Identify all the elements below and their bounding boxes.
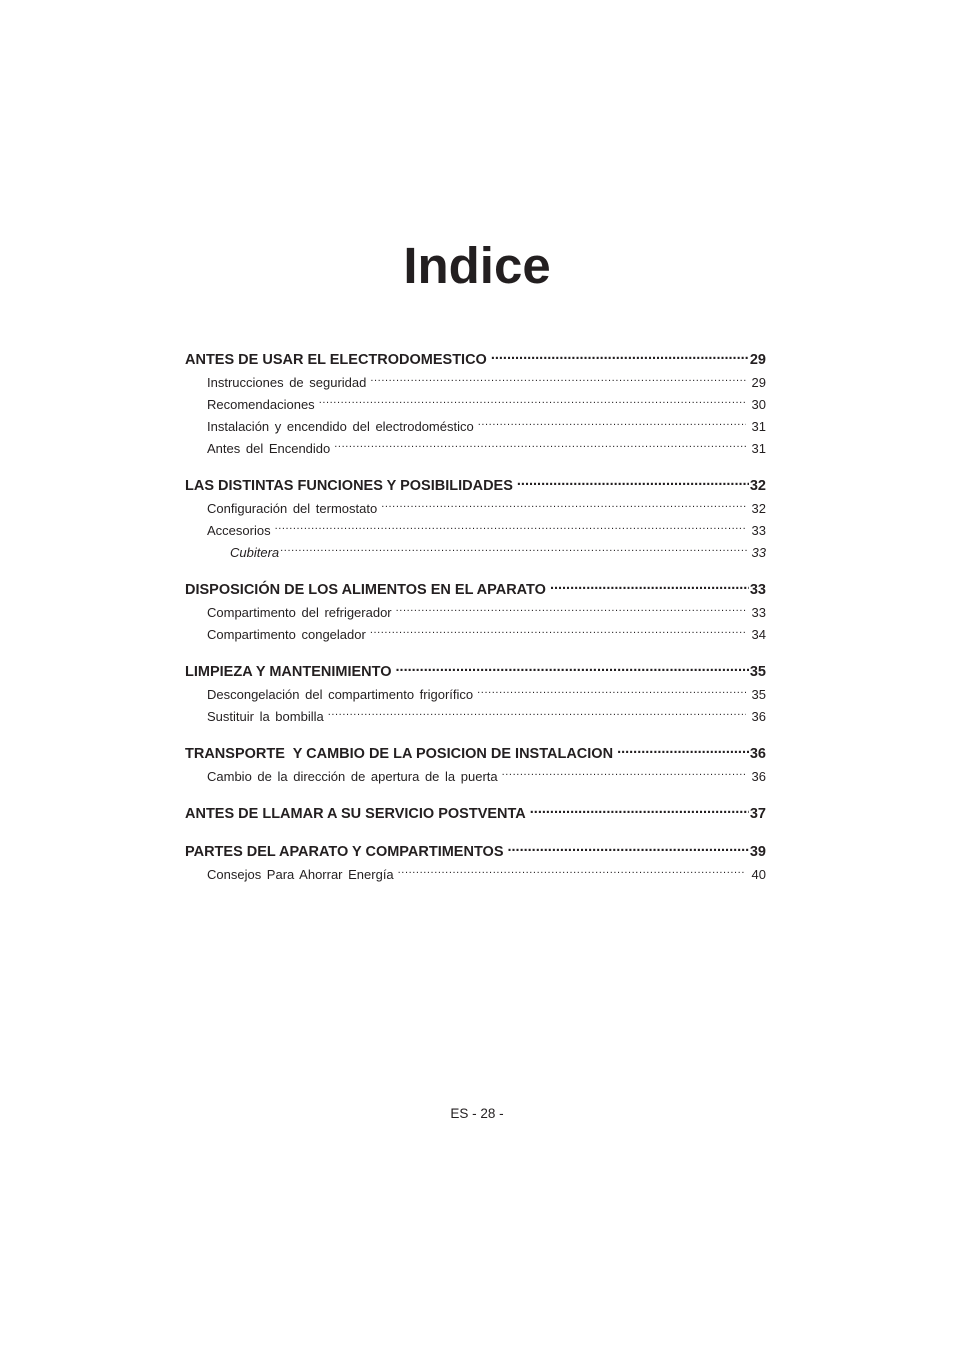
toc-page-number: 31 xyxy=(751,419,766,434)
toc-entry-label: Configuración del termostato xyxy=(207,501,378,516)
toc-subentry[interactable] xyxy=(185,542,766,564)
toc-entry-label: Cambio de la dirección de apertura de la puerta xyxy=(207,769,498,784)
toc-page-number: 33 xyxy=(749,582,766,598)
toc-section xyxy=(185,348,766,460)
dot-leader xyxy=(396,662,749,677)
dot-leader xyxy=(275,522,746,535)
toc-heading-label: LIMPIEZA Y MANTENIMIENTO xyxy=(185,664,392,680)
toc-entry-label: Sustituir la bombilla xyxy=(207,709,324,724)
dot-leader xyxy=(334,440,745,453)
toc-page-number: 29 xyxy=(749,352,766,368)
toc-page-number: 33 xyxy=(751,605,766,620)
toc-heading[interactable] xyxy=(185,802,766,826)
dot-leader xyxy=(319,396,746,409)
toc-heading-label: PARTES DEL APARATO Y COMPARTIMENTOS xyxy=(185,844,504,860)
toc-section xyxy=(185,840,766,886)
toc-heading-label: DISPOSICIÓN DE LOS ALIMENTOS EN EL APARATO xyxy=(185,582,546,598)
dot-leader xyxy=(370,626,746,639)
toc-entry[interactable] xyxy=(185,520,766,542)
toc-section xyxy=(185,474,766,564)
toc-page-number: 37 xyxy=(749,806,766,822)
toc-entry[interactable] xyxy=(185,864,766,886)
dot-leader xyxy=(530,804,749,819)
toc-section xyxy=(185,578,766,646)
toc-heading[interactable] xyxy=(185,474,766,498)
dot-leader xyxy=(517,476,749,491)
dot-leader xyxy=(370,374,745,387)
toc-entry[interactable] xyxy=(185,706,766,728)
toc-page-number: 35 xyxy=(749,664,766,680)
dot-leader xyxy=(550,580,749,595)
toc-heading[interactable] xyxy=(185,578,766,602)
toc-heading-label: TRANSPORTE Y CAMBIO DE LA POSICION DE INSTALACION xyxy=(185,746,614,762)
toc-subentry-label: Cubitera xyxy=(230,545,280,560)
toc-entry-label: Recomendaciones xyxy=(207,397,315,412)
toc-page-number: 33 xyxy=(751,545,766,560)
toc-entry-label: Instrucciones de seguridad xyxy=(207,375,367,390)
toc-page-number: 30 xyxy=(751,397,766,412)
toc-entry-label: Descongelación del compartimento frigorífico xyxy=(207,687,474,702)
toc-entry-label: Compartimento del refrigerador xyxy=(207,605,392,620)
dot-leader xyxy=(328,708,746,721)
toc-page-number: 36 xyxy=(749,746,766,762)
toc-entry[interactable] xyxy=(185,624,766,646)
toc-page-number: 32 xyxy=(749,478,766,494)
toc-page-number: 40 xyxy=(751,867,766,882)
toc-page-number: 36 xyxy=(751,709,766,724)
toc-entry[interactable] xyxy=(185,684,766,706)
dot-leader xyxy=(478,418,746,431)
toc-page-number: 33 xyxy=(751,523,766,538)
toc-entry-label: Compartimento congelador xyxy=(207,627,366,642)
dot-leader xyxy=(491,350,749,365)
toc-page-number: 29 xyxy=(751,375,766,390)
dot-leader xyxy=(398,866,746,879)
toc-heading-label: LAS DISTINTAS FUNCIONES Y POSIBILIDADES xyxy=(185,478,513,494)
toc-heading[interactable] xyxy=(185,840,766,864)
toc-entry-label: Consejos Para Ahorrar Energía xyxy=(207,867,394,882)
toc-entry[interactable] xyxy=(185,766,766,788)
toc-page-number: 35 xyxy=(751,687,766,702)
toc-heading-label: ANTES DE USAR EL ELECTRODOMESTICO xyxy=(185,352,487,368)
toc-page-number: 32 xyxy=(751,501,766,516)
toc-entry[interactable] xyxy=(185,394,766,416)
toc-entry[interactable] xyxy=(185,498,766,520)
toc-heading[interactable] xyxy=(185,742,766,766)
dot-leader xyxy=(396,604,746,617)
toc-section xyxy=(185,742,766,788)
toc-entry[interactable] xyxy=(185,372,766,394)
dot-leader xyxy=(502,768,746,781)
toc-entry[interactable] xyxy=(185,416,766,438)
toc-section xyxy=(185,802,766,826)
dot-leader xyxy=(477,686,745,699)
page-footer: ES - 28 - xyxy=(450,1106,504,1121)
toc-entry-label: Accesorios xyxy=(207,523,271,538)
table-of-contents xyxy=(185,348,766,900)
toc-entry[interactable] xyxy=(185,602,766,624)
toc-entry-label: Instalación y encendido del electrodoméstico xyxy=(207,419,474,434)
toc-page-number: 36 xyxy=(751,769,766,784)
toc-page-number: 34 xyxy=(751,627,766,642)
toc-entry[interactable] xyxy=(185,438,766,460)
toc-heading[interactable] xyxy=(185,660,766,684)
page-title: Indice xyxy=(403,237,551,294)
toc-heading-label: ANTES DE LLAMAR A SU SERVICIO POSTVENTA xyxy=(185,806,526,822)
toc-section xyxy=(185,660,766,728)
toc-entry-label: Antes del Encendido xyxy=(207,441,331,456)
dot-leader xyxy=(617,744,749,759)
toc-page-number: 31 xyxy=(751,441,766,456)
dot-leader xyxy=(381,500,745,513)
toc-page-number: 39 xyxy=(749,844,766,860)
dot-leader xyxy=(508,842,749,857)
toc-heading[interactable] xyxy=(185,348,766,372)
dot-leader xyxy=(280,544,747,557)
